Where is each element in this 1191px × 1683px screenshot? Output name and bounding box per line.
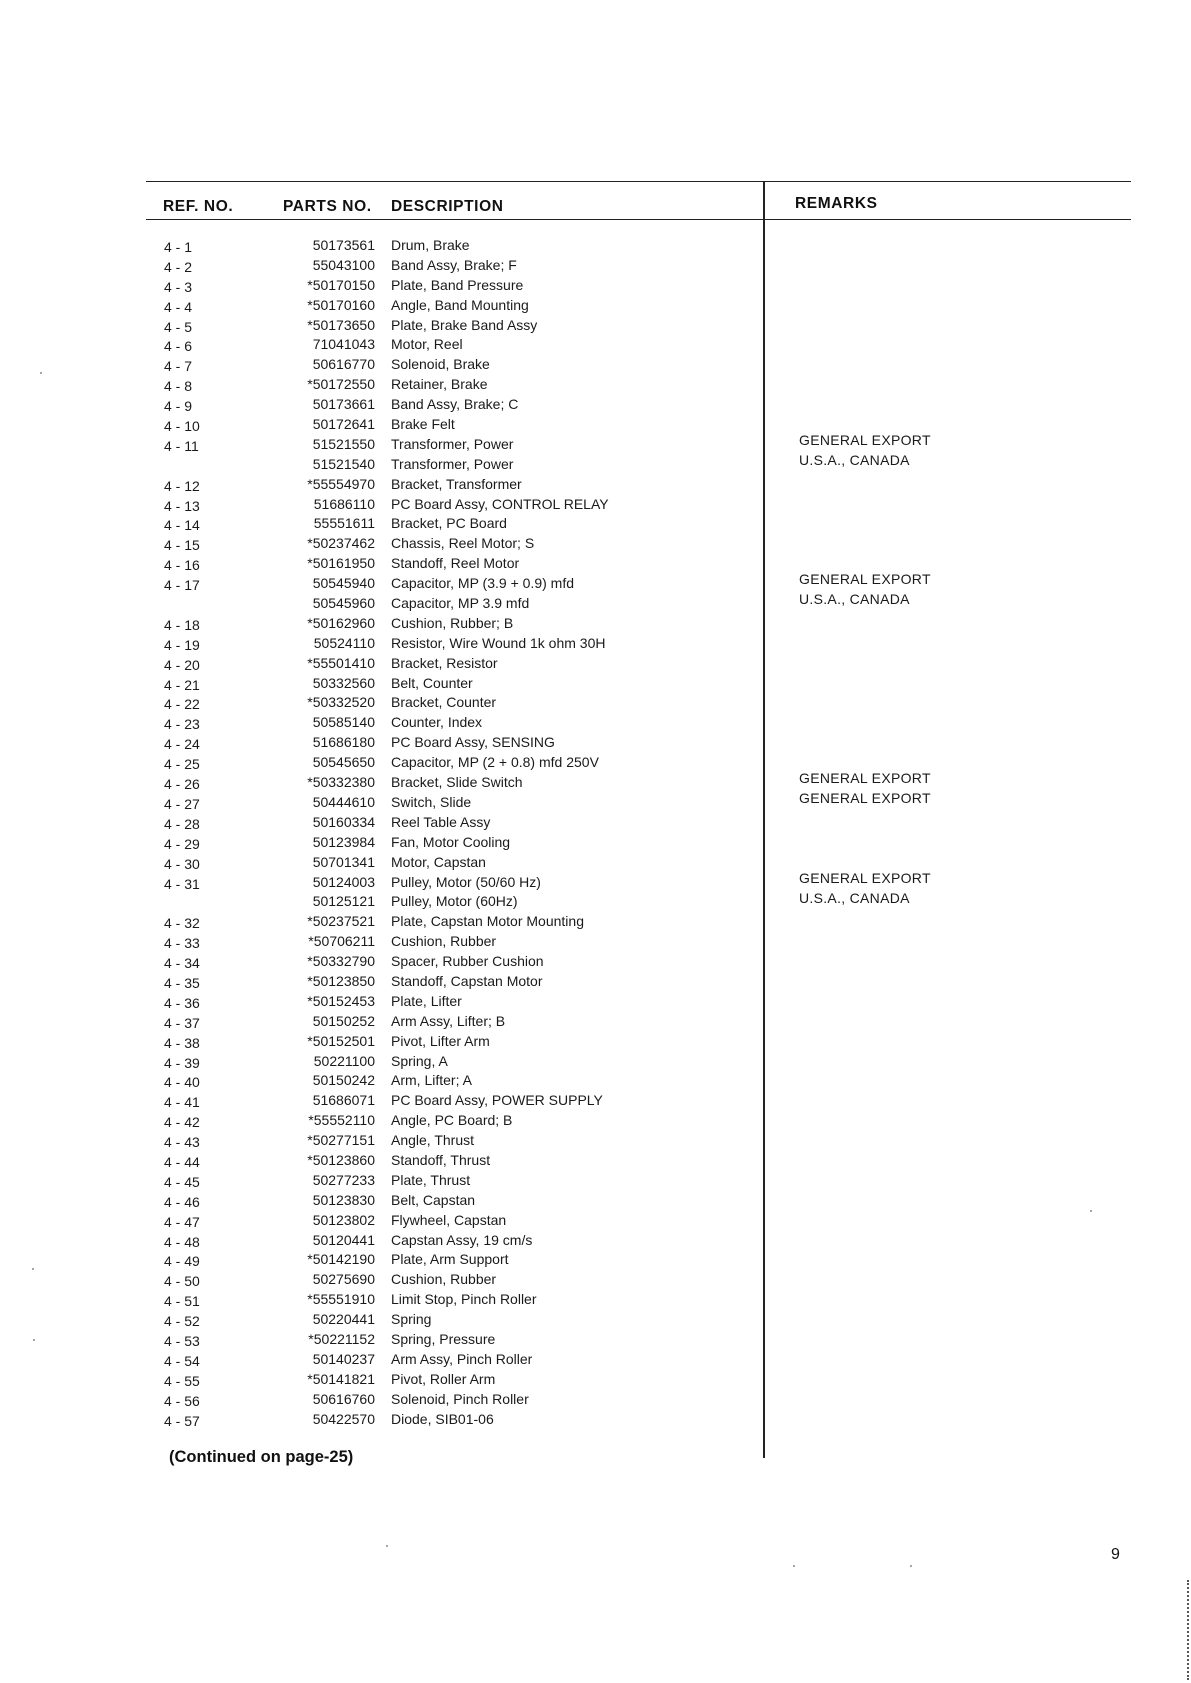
ref-no-cell: 4 - 34: [164, 955, 200, 972]
parts-no-cell: *50173650: [307, 316, 375, 333]
remark-text: U.S.A., CANADA: [799, 591, 910, 608]
header-parts-no: PARTS NO.: [283, 198, 372, 215]
table-row: [160, 773, 760, 793]
table-row: [160, 1410, 760, 1430]
description-cell: Cushion, Rubber; B: [391, 614, 514, 631]
scan-edge-mark: [1187, 1580, 1191, 1680]
description-cell: Arm, Lifter; A: [391, 1072, 472, 1089]
parts-no-cell: 51686110: [313, 495, 375, 512]
table-row: [160, 713, 760, 733]
parts-no-cell: *50123850: [307, 972, 375, 989]
table-row: [160, 1350, 760, 1370]
table-row: [160, 1290, 760, 1310]
table-row: [160, 1171, 760, 1191]
ref-no-cell: 4 - 17: [164, 577, 200, 594]
parts-no-cell: 50173661: [312, 396, 375, 413]
parts-no-cell: *50141821: [307, 1370, 375, 1387]
ref-no-cell: 4 - 44: [164, 1153, 200, 1170]
remark-text: GENERAL EXPORT: [799, 790, 931, 807]
description-cell: Pulley, Motor (60Hz): [391, 893, 518, 910]
ref-no-cell: 4 - 8: [164, 378, 193, 395]
description-cell: Fan, Motor Cooling: [391, 833, 511, 850]
parts-no-cell: 50123802: [312, 1211, 375, 1228]
parts-no-cell: *50170150: [307, 276, 375, 293]
table-row: [160, 1270, 760, 1290]
table-row: [160, 435, 760, 455]
parts-no-cell: 50150242: [312, 1072, 375, 1089]
ref-no-cell: 4 - 26: [164, 776, 200, 793]
table-row: [160, 534, 760, 554]
table-row: [160, 1250, 760, 1270]
parts-no-cell: *50237462: [307, 535, 375, 552]
ref-no-cell: 4 - 57: [164, 1412, 200, 1429]
ref-no-cell: 4 - 25: [164, 756, 200, 773]
description-cell: Limit Stop, Pinch Roller: [391, 1291, 537, 1308]
parts-no-cell: *50170160: [307, 296, 375, 313]
ref-no-cell: 4 - 48: [164, 1233, 200, 1250]
parts-no-cell: *50237521: [307, 913, 375, 930]
description-cell: Plate, Arm Support: [391, 1251, 509, 1268]
parts-no-cell: 50524110: [313, 634, 375, 651]
description-cell: Standoff, Capstan Motor: [391, 972, 543, 989]
ref-no-cell: 4 - 11: [164, 437, 199, 454]
description-cell: Transformer, Power: [391, 435, 514, 452]
description-cell: Spring, Pressure: [391, 1330, 496, 1347]
description-cell: Plate, Lifter: [391, 992, 462, 1009]
ref-no-cell: 4 - 45: [164, 1173, 200, 1190]
parts-no-cell: 55551611: [313, 515, 375, 532]
parts-no-cell: 50124003: [312, 873, 375, 890]
ref-no-cell: 4 - 39: [164, 1054, 200, 1071]
table-row: [160, 455, 760, 475]
ref-no-cell: 4 - 53: [164, 1332, 200, 1349]
table-row: [160, 276, 760, 296]
table-row: [160, 1111, 760, 1131]
description-cell: Capacitor, MP (3.9 + 0.9) mfd: [391, 575, 574, 592]
table-row: [160, 753, 760, 773]
remark-text: GENERAL EXPORT: [799, 571, 931, 588]
description-cell: Flywheel, Capstan: [391, 1211, 507, 1228]
table-row: [160, 335, 760, 355]
parts-no-cell: 50123830: [312, 1191, 375, 1208]
parts-no-cell: 51686180: [312, 734, 375, 751]
parts-no-cell: 50545960: [312, 595, 375, 612]
ref-no-cell: 4 - 20: [164, 656, 200, 673]
table-row: [160, 316, 760, 336]
ref-no-cell: 4 - 29: [164, 835, 200, 852]
table-row: [160, 952, 760, 972]
ref-no-cell: 4 - 40: [164, 1074, 200, 1091]
parts-no-cell: 50616760: [312, 1390, 375, 1407]
description-cell: Angle, Thrust: [391, 1132, 475, 1149]
parts-no-cell: 50616770: [312, 356, 375, 373]
ref-no-cell: 4 - 28: [164, 815, 200, 832]
description-cell: Angle, Band Mounting: [391, 296, 529, 313]
table-row: [160, 554, 760, 574]
table-row: [160, 574, 760, 594]
table-row: [160, 1211, 760, 1231]
table-row: [160, 1231, 760, 1251]
remark-text: GENERAL EXPORT: [799, 432, 931, 448]
description-cell: Bracket, PC Board: [391, 515, 507, 532]
parts-no-cell: 50422570: [312, 1410, 375, 1427]
parts-no-cell: 50123984: [312, 833, 375, 850]
description-cell: Drum, Brake: [391, 237, 470, 253]
table-row: [160, 475, 760, 495]
table-row: [160, 1032, 760, 1052]
scan-speck: [910, 1565, 912, 1567]
parts-no-cell: 51521540: [312, 455, 375, 472]
ref-no-cell: 4 - 13: [164, 497, 200, 514]
description-cell: Chassis, Reel Motor; S: [391, 535, 535, 552]
ref-no-cell: 4 - 9: [164, 398, 193, 415]
description-cell: Belt, Capstan: [391, 1191, 476, 1208]
description-cell: Diode, SIB01-06: [391, 1410, 494, 1427]
parts-no-cell: 50160334: [312, 813, 375, 830]
ref-no-cell: 4 - 47: [164, 1213, 200, 1230]
ref-no-cell: 4 - 27: [164, 795, 200, 812]
parts-no-cell: *50152501: [307, 1032, 375, 1049]
description-cell: Band Assy, Brake; C: [391, 396, 519, 413]
ref-no-cell: 4 - 21: [164, 676, 200, 693]
parts-no-cell: 50275690: [312, 1271, 375, 1288]
scan-speck: [33, 1339, 35, 1341]
ref-no-cell: 4 - 5: [164, 318, 193, 335]
header-description: DESCRIPTION: [391, 198, 504, 215]
description-cell: Plate, Brake Band Assy: [391, 316, 538, 333]
parts-no-cell: 50150252: [312, 1012, 375, 1029]
table-row: [160, 1091, 760, 1111]
parts-no-cell: 50585140: [312, 714, 375, 731]
ref-no-cell: 4 - 33: [164, 935, 200, 952]
table-row: [160, 733, 760, 753]
ref-no-cell: 4 - 7: [164, 358, 193, 375]
table-row: [160, 992, 760, 1012]
table-row: [160, 1151, 760, 1171]
table-row: [160, 236, 760, 256]
ref-no-cell: 4 - 38: [164, 1034, 200, 1051]
ref-no-cell: 4 - 51: [164, 1293, 200, 1310]
ref-no-cell: 4 - 32: [164, 915, 200, 932]
table-row: [160, 514, 760, 534]
description-cell: Capstan Assy, 19 cm/s: [391, 1231, 533, 1248]
ref-no-cell: 4 - 31: [164, 875, 200, 892]
description-cell: Transformer, Power: [391, 455, 514, 472]
table-row: [160, 1390, 760, 1410]
parts-no-cell: *55551910: [307, 1291, 375, 1308]
description-cell: Pivot, Lifter Arm: [391, 1032, 490, 1049]
description-cell: Angle, PC Board; B: [391, 1112, 513, 1129]
ref-no-cell: 4 - 18: [164, 616, 200, 633]
table-row: [160, 415, 760, 435]
table-row: [160, 1310, 760, 1330]
parts-no-cell: *50332380: [307, 774, 375, 791]
description-cell: Reel Table Assy: [391, 813, 491, 830]
table-row: [160, 256, 760, 276]
parts-no-cell: 50444610: [312, 793, 375, 810]
parts-no-cell: 50545650: [312, 754, 375, 771]
table-row: [160, 1012, 760, 1032]
ref-no-cell: 4 - 14: [164, 517, 200, 534]
ref-no-cell: 4 - 50: [164, 1273, 200, 1290]
table-row: [160, 674, 760, 694]
parts-list-table: [160, 236, 760, 1429]
ref-no-cell: 4 - 37: [164, 1014, 200, 1031]
description-cell: Belt, Counter: [391, 674, 473, 691]
parts-no-cell: *50172550: [307, 376, 375, 393]
ref-no-cell: 4 - 16: [164, 557, 200, 574]
ref-no-cell: 4 - 41: [164, 1094, 200, 1111]
description-cell: Bracket, Slide Switch: [391, 774, 523, 791]
table-row: [160, 634, 760, 654]
description-cell: Switch, Slide: [391, 793, 472, 810]
table-row: [160, 654, 760, 674]
table-row: [160, 1191, 760, 1211]
description-cell: Arm Assy, Pinch Roller: [391, 1350, 533, 1367]
parts-no-cell: *50277151: [307, 1132, 375, 1149]
description-cell: Arm Assy, Lifter; B: [391, 1012, 506, 1029]
table-row: [160, 793, 760, 813]
description-cell: Solenoid, Pinch Roller: [391, 1390, 529, 1407]
description-cell: Pivot, Roller Arm: [391, 1370, 496, 1387]
ref-no-cell: 4 - 56: [164, 1392, 200, 1409]
table-row: [160, 614, 760, 634]
ref-no-cell: 4 - 19: [164, 636, 200, 653]
description-cell: PC Board Assy, POWER SUPPLY: [391, 1092, 603, 1109]
ref-no-cell: 4 - 54: [164, 1352, 200, 1369]
parts-no-cell: 55043100: [312, 256, 375, 273]
table-row: [160, 853, 760, 873]
description-cell: Standoff, Thrust: [391, 1151, 491, 1168]
parts-no-cell: *50142190: [307, 1251, 375, 1268]
parts-no-cell: *55501410: [307, 654, 375, 671]
description-cell: Retainer, Brake: [391, 376, 488, 393]
parts-no-cell: 50277233: [312, 1171, 375, 1188]
table-row: [160, 932, 760, 952]
parts-no-cell: *55554970: [307, 475, 375, 492]
scan-speck: [40, 372, 42, 374]
description-cell: Spring, A: [391, 1052, 448, 1069]
description-cell: Standoff, Reel Motor: [391, 555, 520, 572]
description-cell: Pulley, Motor (50/60 Hz): [391, 873, 541, 890]
description-cell: Band Assy, Brake; F: [391, 256, 517, 273]
description-cell: Brake Felt: [391, 416, 455, 433]
parts-no-cell: *50706211: [308, 933, 375, 950]
description-cell: Solenoid, Brake: [391, 356, 490, 373]
parts-no-cell: 50120441: [312, 1231, 375, 1248]
description-cell: Spring: [391, 1311, 432, 1328]
remark-text: GENERAL EXPORT: [799, 770, 931, 787]
ref-no-cell: 4 - 46: [164, 1193, 200, 1210]
parts-no-cell: 50140237: [312, 1350, 375, 1367]
parts-no-cell: *55552110: [308, 1112, 375, 1129]
continued-note: (Continued on page-25): [169, 1448, 354, 1466]
description-cell: Cushion, Rubber: [391, 1271, 497, 1288]
ref-no-cell: 4 - 2: [164, 258, 193, 275]
description-cell: PC Board Assy, SENSING: [391, 734, 555, 751]
description-cell: Capacitor, MP (2 + 0.8) mfd 250V: [391, 754, 599, 771]
table-header-rule: [146, 219, 1131, 220]
parts-no-cell: *50332520: [307, 694, 375, 711]
table-row: [160, 1131, 760, 1151]
table-row: [160, 873, 760, 893]
parts-no-cell: 50125121: [312, 893, 375, 910]
ref-no-cell: 4 - 36: [164, 994, 200, 1011]
parts-no-cell: 50332560: [312, 674, 375, 691]
table-row: [160, 594, 760, 614]
ref-no-cell: 4 - 30: [164, 855, 200, 872]
table-row: [160, 813, 760, 833]
parts-no-cell: *50152453: [307, 992, 375, 1009]
parts-no-cell: 50221100: [313, 1052, 375, 1069]
description-cell: Plate, Thrust: [391, 1171, 471, 1188]
ref-no-cell: 4 - 10: [164, 418, 200, 435]
parts-no-cell: *50161950: [307, 555, 375, 572]
remark-text: GENERAL EXPORT: [799, 869, 931, 886]
ref-no-cell: 4 - 6: [164, 338, 193, 355]
description-cell: Bracket, Counter: [391, 694, 497, 711]
description-cell: Bracket, Resistor: [391, 654, 498, 671]
remarks-column-divider: [763, 181, 765, 1458]
table-row: [160, 693, 760, 713]
description-cell: Spacer, Rubber Cushion: [391, 953, 544, 970]
ref-no-cell: 4 - 4: [164, 298, 193, 315]
page-number: 9: [1111, 1546, 1120, 1563]
table-row: [160, 395, 760, 415]
table-row: [160, 1330, 760, 1350]
description-cell: Bracket, Transformer: [391, 475, 522, 492]
description-cell: Motor, Capstan: [391, 853, 486, 870]
table-top-rule: [146, 181, 1131, 182]
table-row: [160, 1052, 760, 1072]
scan-speck: [793, 1565, 795, 1567]
remark-text: U.S.A., CANADA: [799, 889, 910, 906]
scan-speck: [1090, 1210, 1092, 1212]
description-cell: Cushion, Rubber: [391, 933, 497, 950]
ref-no-cell: 4 - 15: [164, 537, 200, 554]
parts-no-cell: *50221152: [308, 1330, 375, 1347]
parts-no-cell: *50123860: [307, 1151, 375, 1168]
parts-no-cell: 71041043: [312, 336, 375, 353]
table-row: [160, 495, 760, 515]
ref-no-cell: 4 - 43: [164, 1134, 200, 1151]
table-row: [160, 972, 760, 992]
description-cell: Capacitor, MP 3.9 mfd: [391, 595, 530, 612]
description-cell: Counter, Index: [391, 714, 483, 731]
ref-no-cell: 4 - 12: [164, 477, 200, 494]
table-row: [160, 833, 760, 853]
parts-no-cell: 50545940: [312, 575, 375, 592]
table-row: [160, 296, 760, 316]
ref-no-cell: 4 - 52: [164, 1313, 200, 1330]
description-cell: Plate, Band Pressure: [391, 276, 524, 293]
ref-no-cell: 4 - 23: [164, 716, 200, 733]
parts-no-cell: 50172641: [312, 416, 375, 433]
table-row: [160, 892, 760, 912]
ref-no-cell: 4 - 3: [164, 278, 193, 295]
ref-no-cell: 4 - 24: [164, 736, 200, 753]
parts-no-cell: *50162960: [307, 614, 375, 631]
ref-no-cell: 4 - 55: [164, 1372, 200, 1389]
parts-no-cell: 50173561: [312, 237, 375, 253]
table-row: [160, 912, 760, 932]
parts-no-cell: *50332790: [307, 953, 375, 970]
parts-no-cell: 51686071: [312, 1092, 375, 1109]
ref-no-cell: 4 - 22: [164, 696, 200, 713]
table-row: [160, 1370, 760, 1390]
table-row: [160, 1071, 760, 1091]
parts-no-cell: 51521550: [312, 435, 375, 452]
parts-no-cell: 50220441: [312, 1311, 375, 1328]
table-row: [160, 355, 760, 375]
description-cell: Motor, Reel: [391, 336, 463, 353]
description-cell: PC Board Assy, CONTROL RELAY: [391, 495, 609, 512]
description-cell: Resistor, Wire Wound 1k ohm 30H: [391, 634, 606, 651]
scan-speck: [32, 1268, 34, 1270]
ref-no-cell: 4 - 35: [164, 974, 200, 991]
table-row: [160, 375, 760, 395]
header-remarks: REMARKS: [795, 195, 878, 212]
ref-no-cell: 4 - 49: [164, 1253, 200, 1270]
scan-speck: [386, 1545, 388, 1547]
remark-text: U.S.A., CANADA: [799, 451, 910, 468]
header-ref-no: REF. NO.: [163, 198, 234, 215]
description-cell: Plate, Capstan Motor Mounting: [391, 913, 584, 930]
parts-no-cell: 50701341: [312, 853, 375, 870]
ref-no-cell: 4 - 42: [164, 1114, 200, 1131]
ref-no-cell: 4 - 1: [164, 239, 193, 255]
